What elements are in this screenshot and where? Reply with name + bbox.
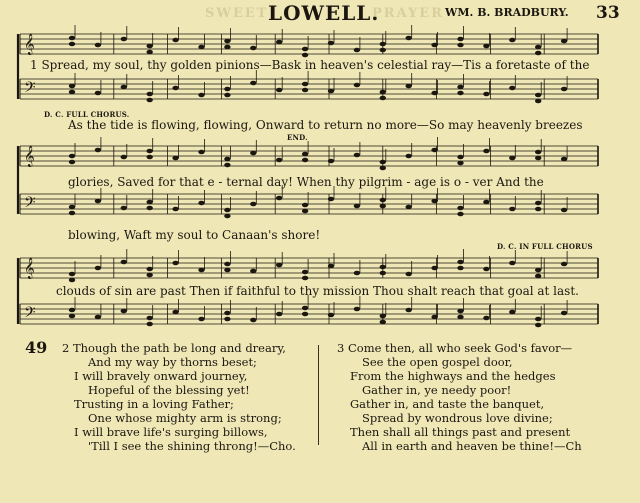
verse-line: I will bravely onward journey,: [74, 369, 248, 383]
column-divider: [318, 345, 319, 445]
system2-direction: D. C. IN FULL CHORUS: [497, 242, 593, 251]
verse-line: Spread by wondrous love divine;: [362, 411, 553, 425]
svg-text:𝄢: 𝄢: [24, 194, 36, 215]
verse-line: One whose mighty arm is strong;: [88, 411, 282, 425]
bleed-through-left: SWEET: [205, 6, 269, 21]
verse-line: I will brave life's surging billows,: [74, 425, 268, 439]
composer: WM. B. BRADBURY.: [445, 6, 569, 19]
system1-lyric: 1 Spread, my soul, thy golden pinions—Bask in heaven's celestial ray—Tis a foretaste of the: [30, 58, 590, 72]
page-number: 33: [596, 3, 620, 23]
system1-direction: D. C. FULL CHORUS.: [44, 110, 130, 119]
system2-lyric-mid: glories, Saved for that e - ternal day! When thy pilgrim - age is o - ver And the: [68, 175, 544, 189]
verse-line: Gather in, and taste the banquet,: [350, 397, 545, 411]
verse-line: See the open gospel door,: [362, 355, 513, 369]
end-mark: END.: [287, 133, 308, 142]
verse-line: And my way by thorns beset;: [88, 355, 257, 369]
verse-line: All in earth and heaven be thine!—Ch: [362, 439, 582, 453]
verse-line: Hopeful of the blessing yet!: [88, 383, 250, 397]
bleed-through-mid: PRAYER: [372, 6, 445, 21]
svg-text:𝄞: 𝄞: [24, 34, 35, 55]
verse-line: 'Till I see the shining throng!—Cho.: [88, 439, 296, 453]
verse-line: 3 Come then, all who seek God's favor—: [337, 341, 573, 355]
hymn-number: 49: [25, 338, 48, 357]
svg-text:𝄞: 𝄞: [24, 146, 35, 167]
verse-line: Then shall all things past and present: [350, 425, 571, 439]
system2-lyric-bottom: blowing, Waft my soul to Canaan's shore!: [68, 228, 321, 242]
system3-lyric: clouds of sin are past Then if faithful to thy mission Thou shalt reach that goal at last.: [56, 284, 579, 298]
svg-text:𝄢: 𝄢: [24, 304, 36, 325]
hymn-title: LOWELL.: [268, 1, 380, 25]
verse-line: 2 Though the path be long and dreary,: [62, 341, 286, 355]
system2-lyric-top: As the tide is flowing, flowing, Onward to return no more—So may heavenly breezes: [68, 118, 583, 132]
svg-text:𝄢: 𝄢: [24, 79, 36, 100]
verse-line: Gather in, ye needy poor!: [362, 383, 512, 397]
verse-line: From the highways and the hedges: [350, 369, 556, 383]
verse-line: Trusting in a loving Father;: [74, 397, 234, 411]
svg-text:𝄞: 𝄞: [24, 258, 35, 279]
